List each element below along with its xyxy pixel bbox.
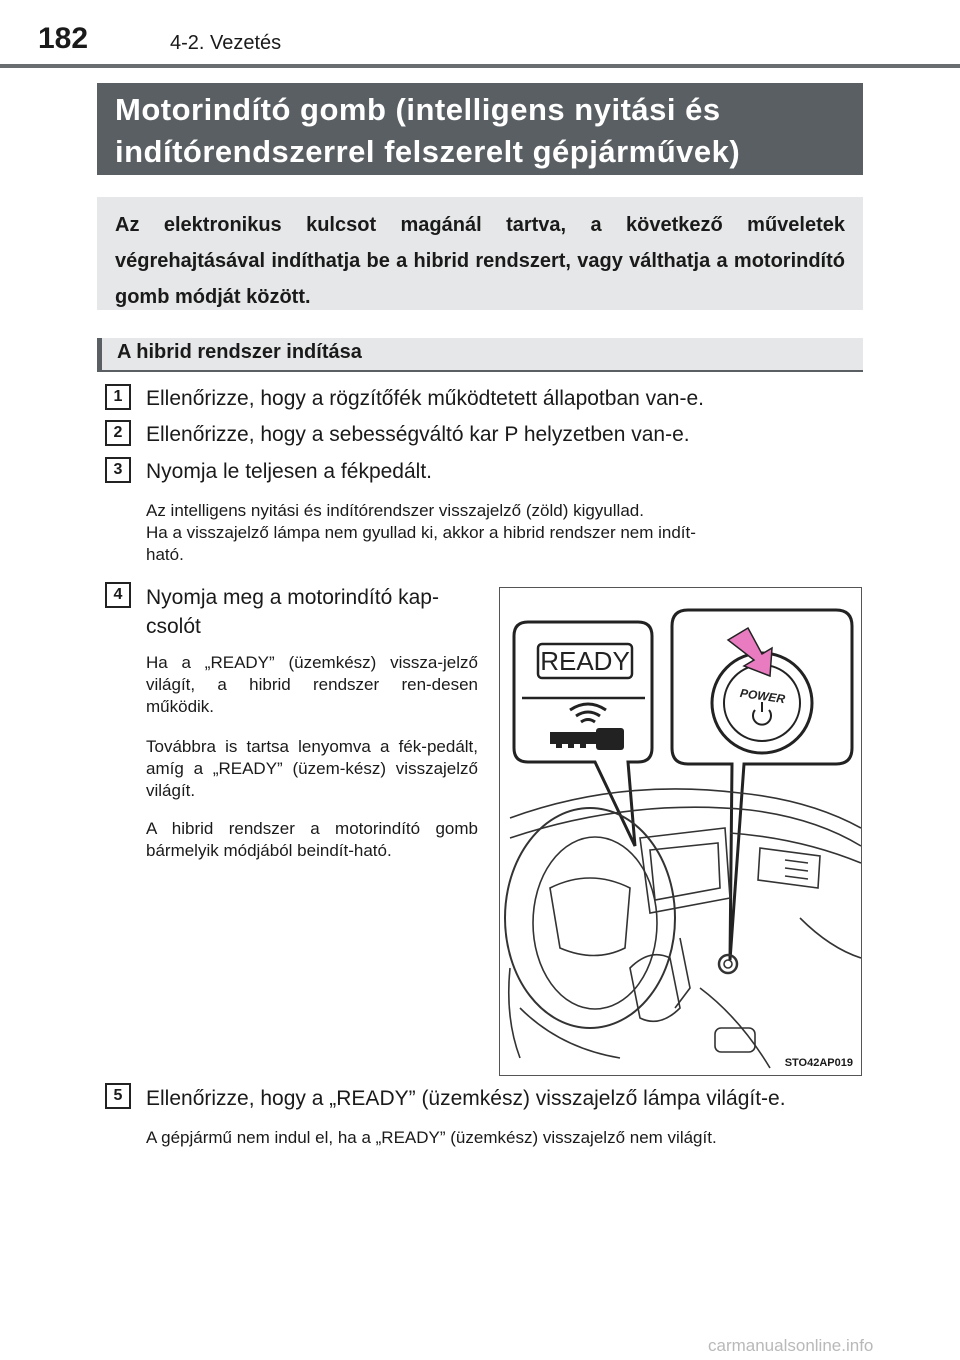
step-text-5: Ellenőrizze, hogy a „READY” (üzemkész) visszajelző lámpa világít-e. [146, 1087, 786, 1110]
step-text-4-line-1: Nyomja meg a motorindító kap- [146, 586, 439, 609]
ready-indicator-label: READY [540, 646, 630, 676]
step-number-2: 2 [105, 420, 131, 446]
power-button-label: POWER [739, 685, 786, 707]
page-title-line-1: Motorindító gomb (intelligens nyitási és [115, 92, 721, 127]
step-3-note-line-3: ható. [146, 545, 184, 564]
step-number-1: 1 [105, 384, 131, 410]
step-number-5: 5 [105, 1083, 131, 1109]
breadcrumb: 4-2. Vezetés [170, 32, 282, 54]
step-text-1: Ellenőrizze, hogy a rögzítőfék működtetett állapotban van-e. [146, 387, 704, 410]
ready-callout [514, 622, 652, 846]
step-number-3: 3 [105, 457, 131, 483]
section-heading: A hibrid rendszer indítása [97, 338, 863, 372]
dashboard-line-art [505, 789, 861, 1068]
page-title-line-2: indítórendszerrel felszerelt gépjárművek) [115, 134, 741, 169]
step-4-note-3: A hibrid rendszer a motorindító gomb bármelyik módjából beindít-ható. [146, 819, 478, 860]
step-4-note-1: Ha a „READY” (üzemkész) vissza-jelző világít, a hibrid rendszer ren-desen működik. [146, 653, 478, 716]
figure-code: STO42AP019 [784, 1057, 853, 1069]
power-button-callout [672, 610, 852, 960]
dashboard-illustration [499, 587, 862, 1076]
step-3-note-line-2: Ha a visszajelző lámpa nem gyullad ki, akkor a hibrid rendszer nem indít- [146, 523, 696, 542]
step-text-4-line-2: csolót [146, 615, 201, 638]
step-text-2: Ellenőrizze, hogy a sebességváltó kar P helyzetben van-e. [146, 423, 690, 446]
step-number-4: 4 [105, 582, 131, 608]
page-number: 182 [38, 22, 89, 55]
page-title [97, 83, 863, 175]
intro-box: Az elektronikus kulcsot magánál tartva, a következő műveletek végrehajtásával indíthatja be a hibrid rendszert, vagy válthatja a motorindító gomb módját között. [97, 197, 863, 310]
step-text-3: Nyomja le teljesen a fékpedált. [146, 460, 432, 483]
watermark: carmanualsonline.info [708, 1336, 874, 1355]
step-3-note-line-1: Az intelligens nyitási és indítórendszer visszajelző (zöld) kigyullad. [146, 501, 644, 520]
header-rule [0, 64, 960, 68]
step-5-note: A gépjármű nem indul el, ha a „READY” (üzemkész) visszajelző nem világít. [146, 1128, 717, 1147]
step-4-note-2: Továbbra is tartsa lenyomva a fék-pedált, amíg a „READY” (üzem-kész) visszajelző világít. [146, 737, 478, 800]
